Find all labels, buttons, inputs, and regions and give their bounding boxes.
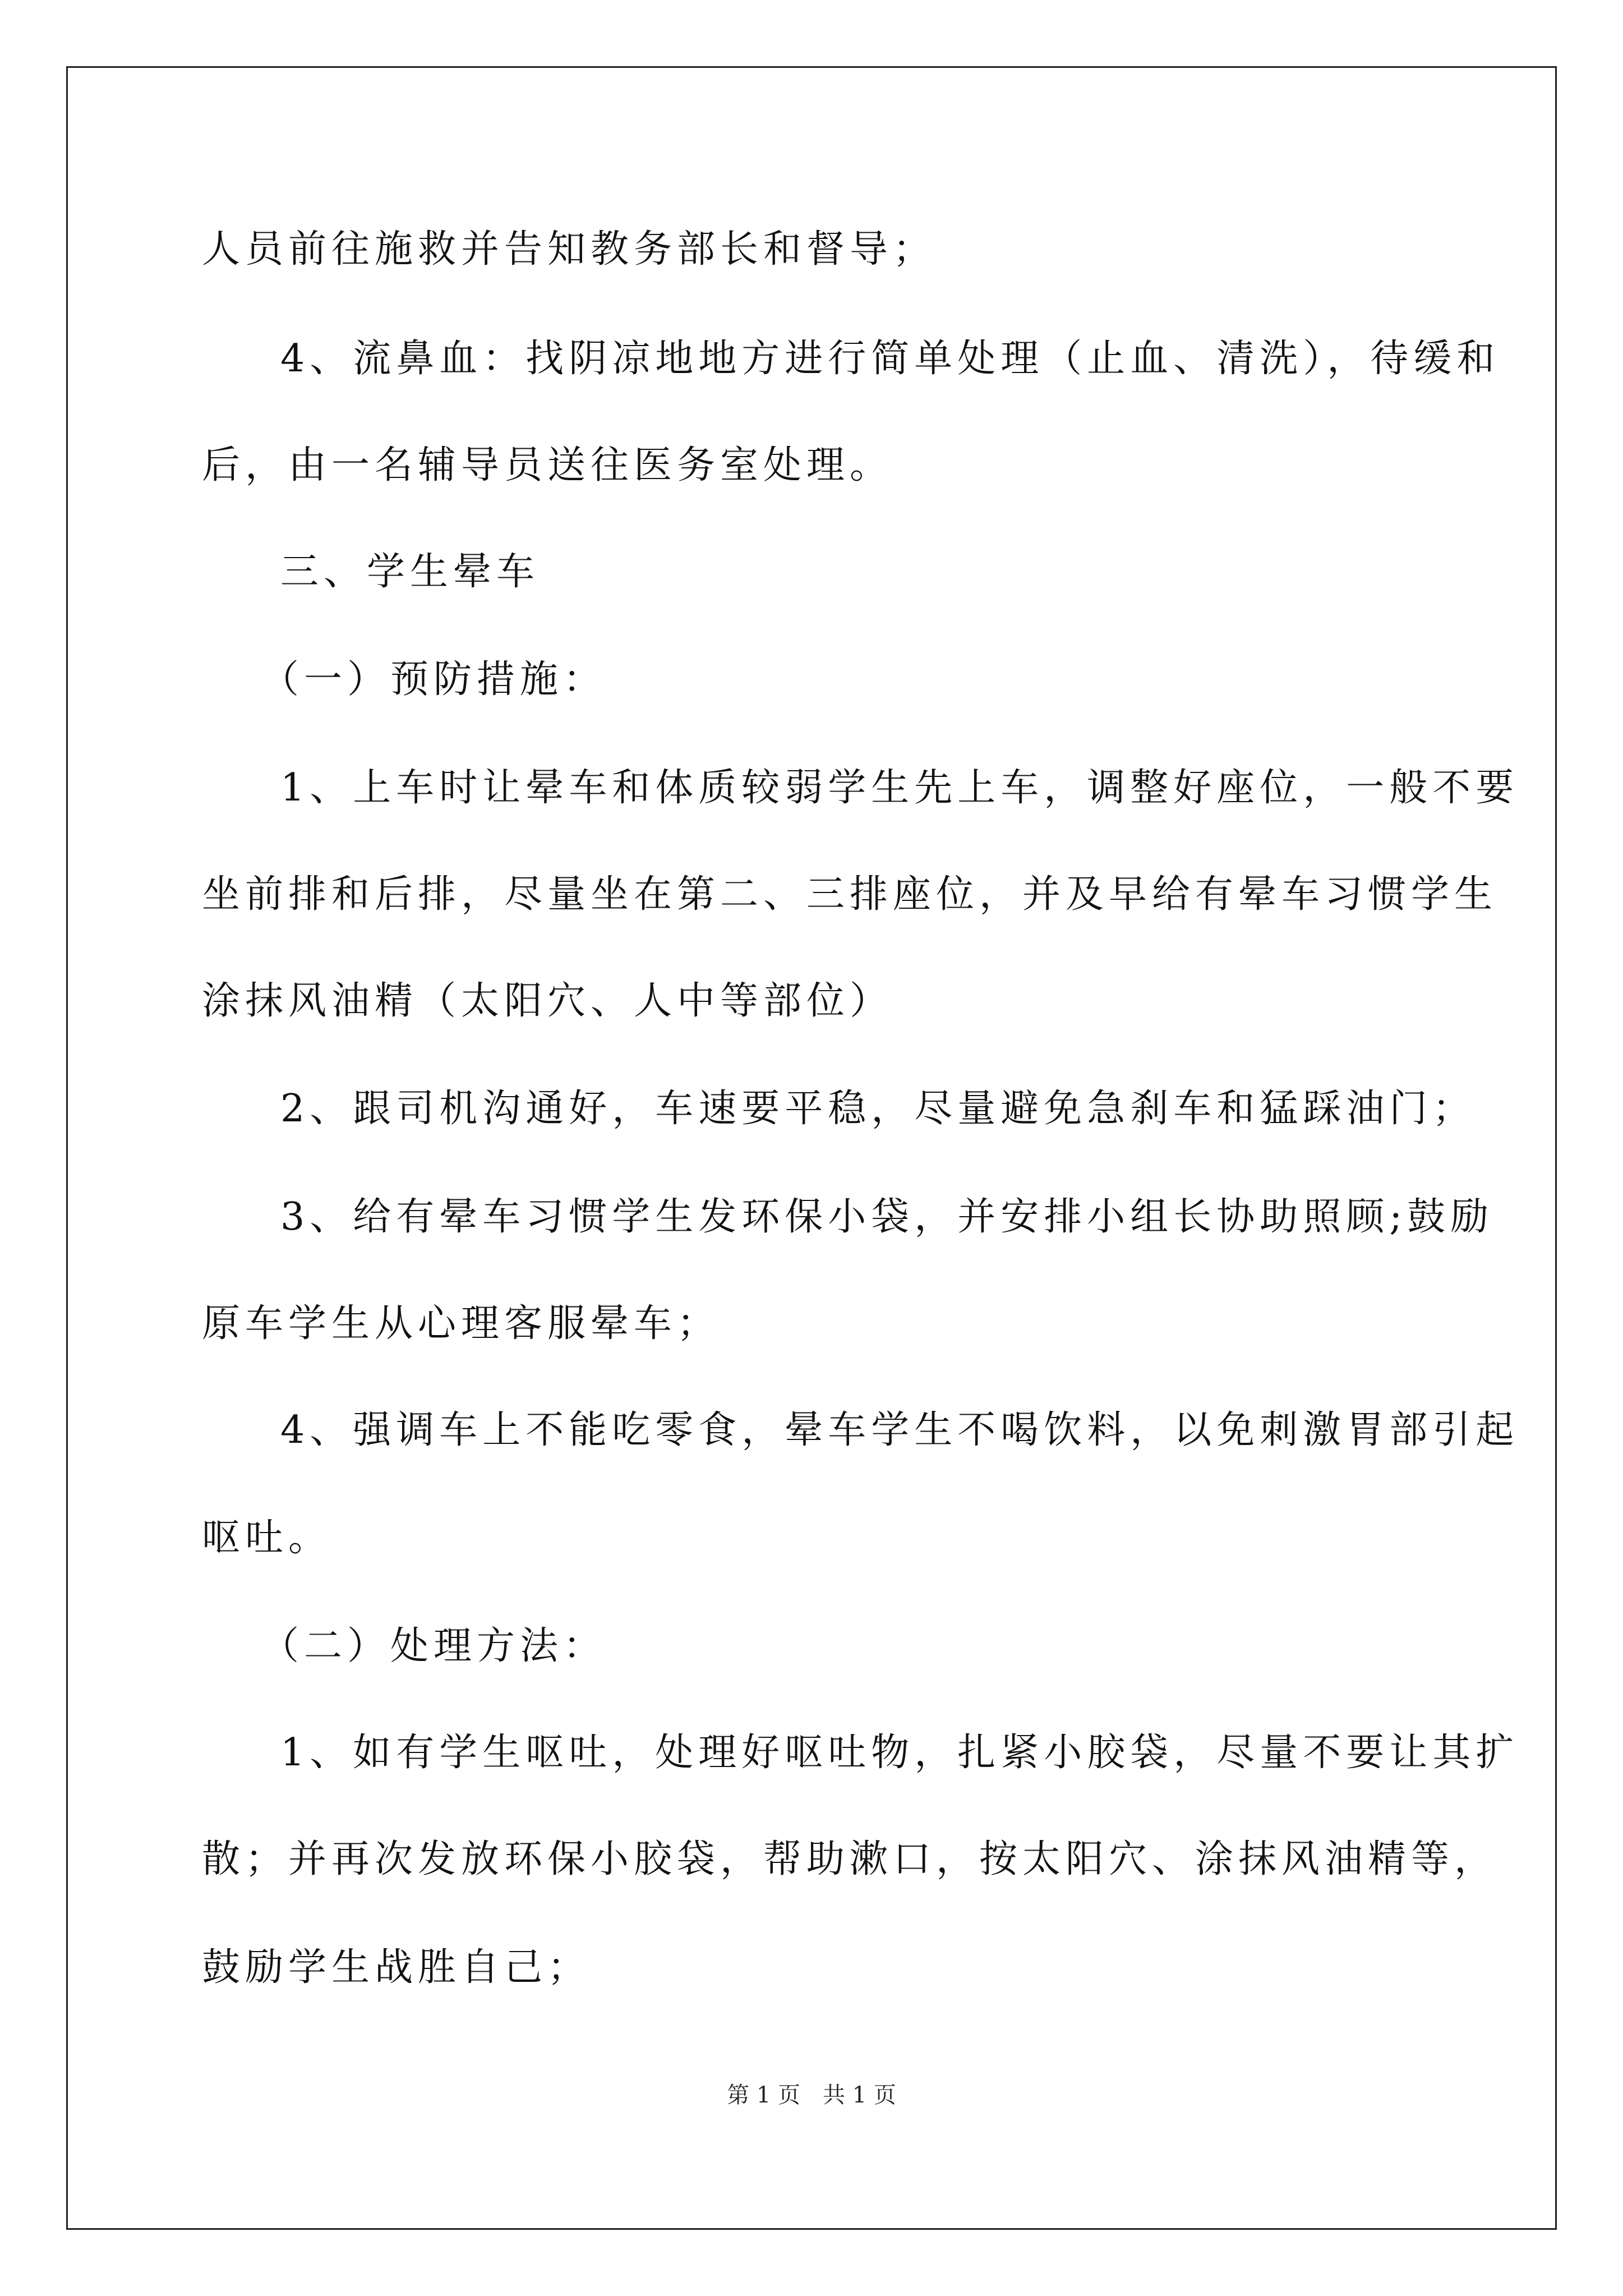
section-heading: 三、学生晕车 xyxy=(280,550,540,594)
text-line: 散；并再次发放环保小胶袋，帮助漱口，按太阳穴、涂抹风油精等， xyxy=(202,1837,1498,1881)
text-line: 涂抹风油精（太阳穴、人中等部位） xyxy=(202,979,893,1023)
text-line: 4、强调车上不能吃零食，晕车学生不喝饮料，以免刺激胃部引起 xyxy=(280,1408,1519,1452)
text-line: 3、给有晕车习惯学生发环保小袋，并安排小组长协助照顾;鼓励 xyxy=(280,1195,1494,1239)
subsection-heading: （一）预防措施： xyxy=(261,657,607,702)
page-border xyxy=(66,66,1557,2230)
text-line: 人员前往施救并告知教务部长和督导； xyxy=(202,227,937,272)
text-line: 原车学生从心理客服晕车； xyxy=(202,1301,721,1346)
text-line: 呕吐。 xyxy=(202,1516,332,1560)
text-line: 1、如有学生呕吐，处理好呕吐物，扎紧小胶袋，尽量不要让其扩 xyxy=(280,1731,1519,1775)
text-line: 1、上车时让晕车和体质较弱学生先上车，调整好座位，一般不要 xyxy=(280,766,1519,810)
text-line: 4、流鼻血：找阴凉地地方进行简单处理（止血、清洗），待缓和 xyxy=(280,337,1500,381)
page-number-footer: 第 1 页 共 1 页 xyxy=(727,2082,896,2108)
subsection-heading: （二）处理方法： xyxy=(261,1624,607,1668)
text-line: 鼓励学生战胜自己； xyxy=(202,1945,591,1990)
text-line: 后，由一名辅导员送往医务室处理。 xyxy=(202,443,893,487)
text-line: 2、跟司机沟通好，车速要平稳，尽量避免急刹车和猛踩油门； xyxy=(280,1087,1476,1131)
text-line: 坐前排和后排，尽量坐在第二、三排座位，并及早给有晕车习惯学生 xyxy=(202,872,1498,917)
